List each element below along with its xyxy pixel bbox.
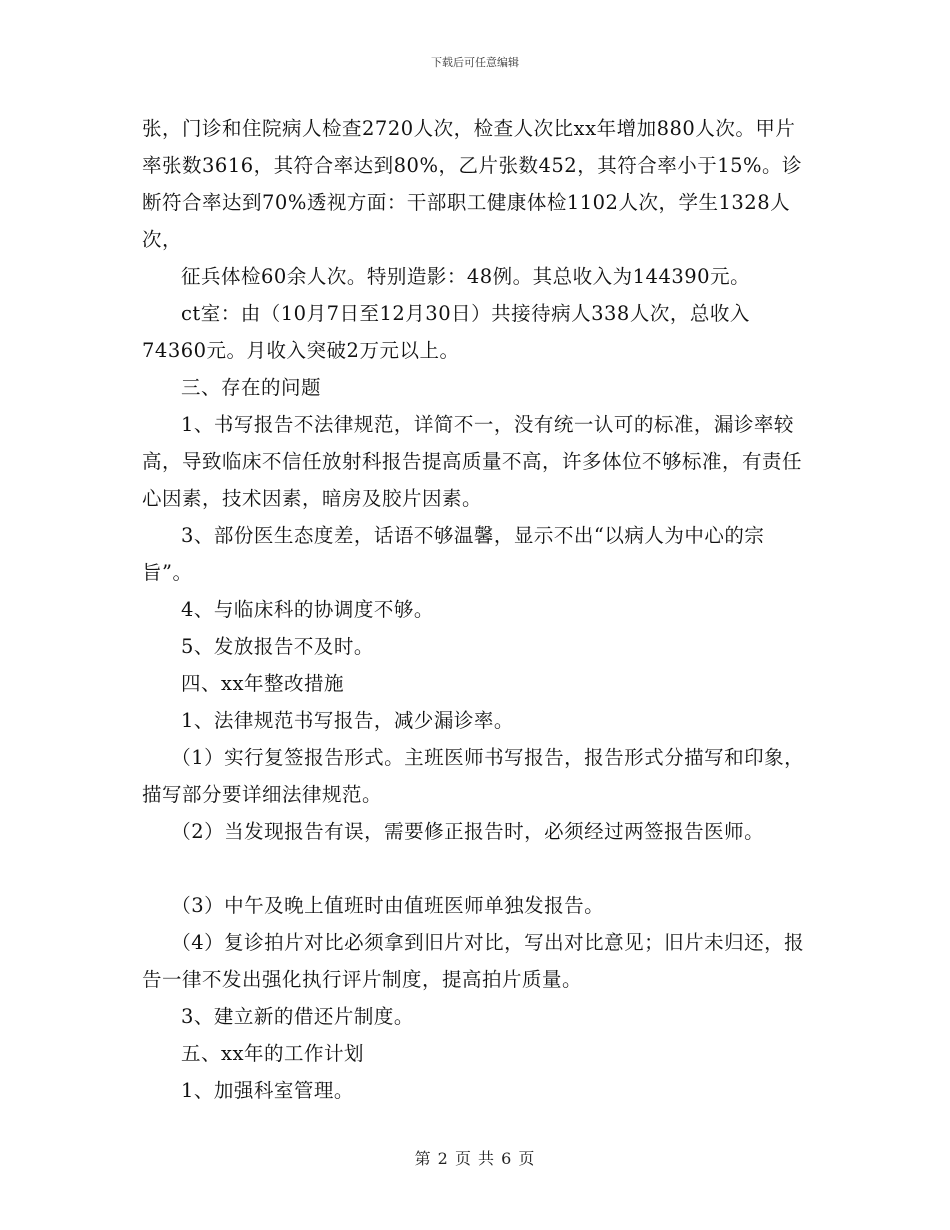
- paragraph-problem-1: 1、书写报告不法律规范，详简不一，没有统一认可的标准，漏诊率较高，导致临床不信任放射科报告提高质量不高，许多体位不够标准，有责任心因素，技术因素，暗房及胶片因素。: [142, 413, 803, 510]
- page-number-footer: 第 2 页 共 6 页: [414, 1149, 536, 1168]
- section-heading-plan: 五、xx年的工作计划: [181, 1042, 364, 1065]
- paragraph-recruit-exam: 征兵体检60余人次。特别造影：48例。其总收入为144390元。: [181, 265, 751, 288]
- paragraph-problem-5: 5、发放报告不及时。: [181, 635, 374, 658]
- paragraph-measure-1-2: （2）当发现报告有误，需要修正报告时，必须经过两签报告医师。: [171, 820, 765, 843]
- paragraph-problem-3: 3、部份医生态度差，话语不够温馨，显示不出“以病人为中心的宗旨”。: [142, 524, 765, 584]
- document-body: [142, 110, 812, 1109]
- paragraph-stats-continued: 张，门诊和住院病人检查2720人次，检查人次比xx年增加880人次。甲片率张数3616，其符合率达到80%，乙片张数452，其符合率小于15%。诊断符合率达到70%透视方面：干部职工健康体检1102人次，学生1328人次，: [142, 117, 803, 251]
- paragraph-ct-room: ct室：由（10月7日至12月30日）共接待病人338人次，总收入74360元。月收入突破2万元以上。: [142, 302, 750, 362]
- paragraph-problem-4: 4、与临床科的协调度不够。: [181, 598, 434, 621]
- paragraph-measure-1: 1、法律规范书写报告，减少漏诊率。: [181, 709, 514, 732]
- paragraph-measure-1-4: （4）复诊拍片对比必须拿到旧片对比，写出对比意见；旧片未归还，报告一律不发出强化执行评片制度，提高拍片质量。: [142, 931, 805, 991]
- page-header-note: 下载后可任意编辑: [431, 56, 519, 69]
- paragraph-measure-1-3: （3）中午及晚上值班时由值班医师单独发报告。: [171, 894, 605, 917]
- blank-line: [142, 850, 812, 887]
- section-heading-measures: 四、xx年整改措施: [181, 672, 344, 695]
- section-heading-problems: 三、存在的问题: [181, 376, 322, 399]
- paragraph-measure-3: 3、建立新的借还片制度。: [181, 1005, 414, 1028]
- paragraph-plan-1: 1、加强科室管理。: [181, 1079, 354, 1102]
- paragraph-measure-1-1: （1）实行复签报告形式。主班医师书写报告，报告形式分描写和印象，描写部分要详细法律规范。: [142, 746, 805, 806]
